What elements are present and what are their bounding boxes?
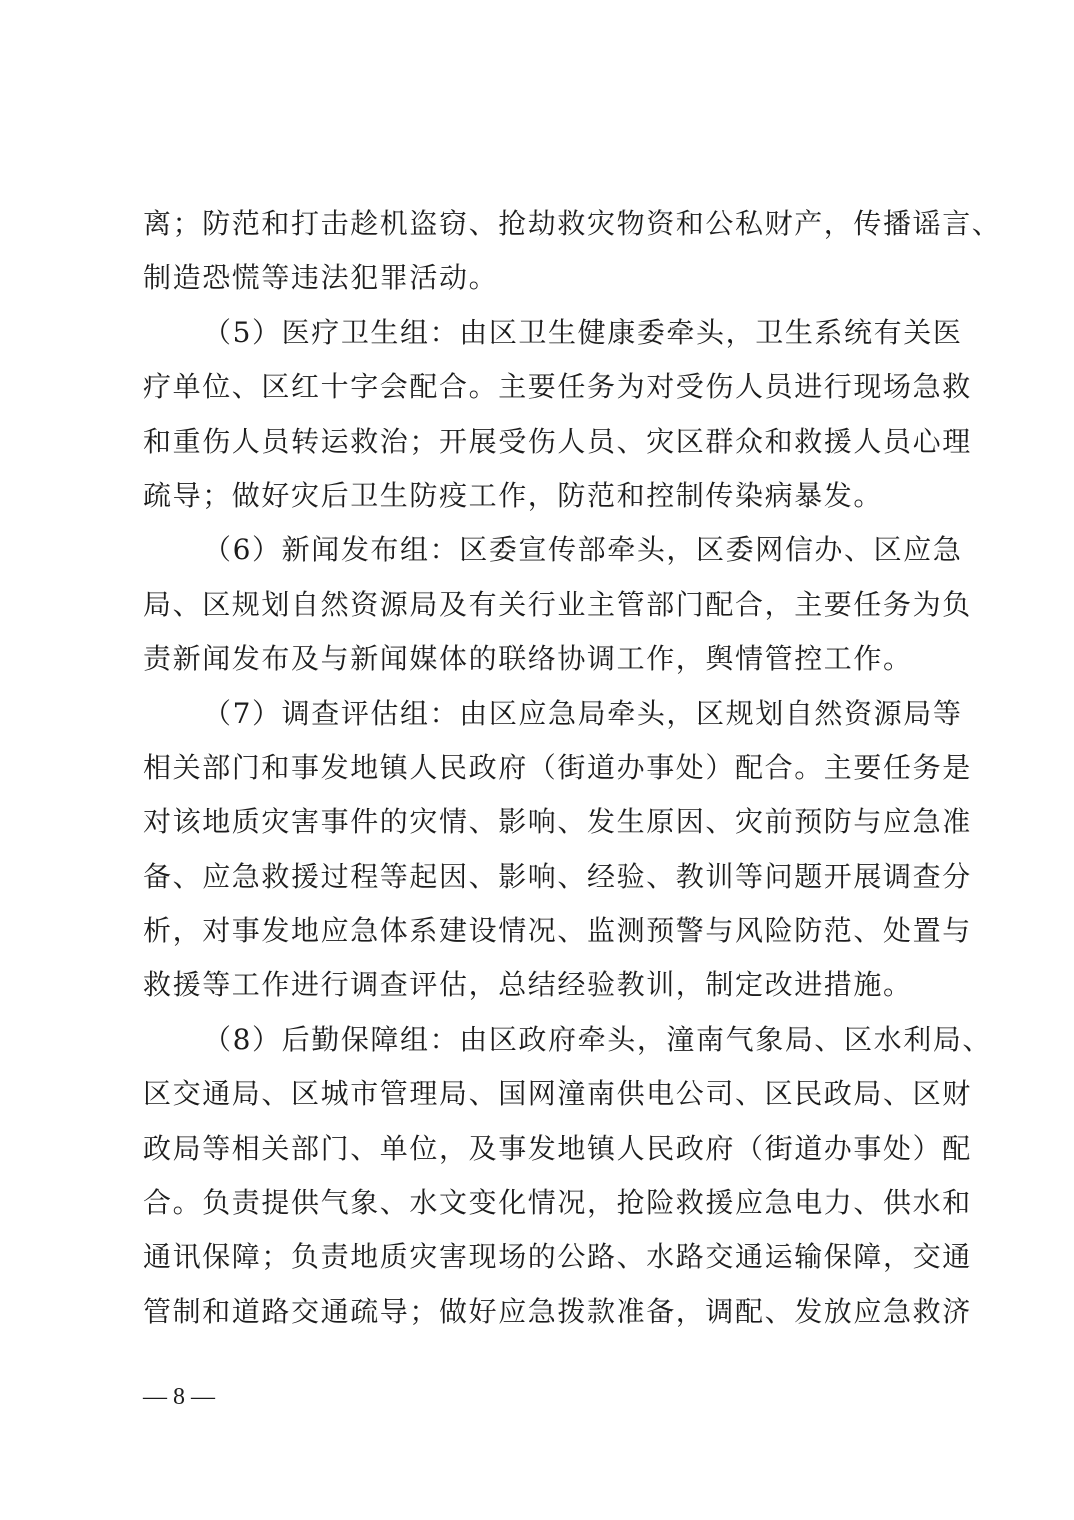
text-line-8: 局、区规划自然资源局及有关行业主管部门配合，主要任务为负 xyxy=(143,587,972,621)
text-line-18: 政局等相关部门、单位，及事发地镇人民政府（街道办事处）配 xyxy=(143,1131,972,1165)
body-text xyxy=(143,197,1002,1339)
text-line-19: 合。负责提供气象、水文变化情况，抢险救援应急电力、供水和 xyxy=(143,1186,972,1220)
text-line-2: 制造恐慌等违法犯罪活动。 xyxy=(143,261,499,295)
section-6-heading-line: （6）新闻发布组：区委宣传部牵头，区委网信办、区应急 xyxy=(203,533,963,567)
text-line-15: 救援等工作进行调查评估，总结经验教训，制定改进措施。 xyxy=(143,968,913,1002)
section-7-heading-line: （7）调查评估组：由区应急局牵头，区规划自然资源局等 xyxy=(203,696,963,730)
section-5-heading-line: （5）医疗卫生组：由区卫生健康委牵头，卫生系统有关医 xyxy=(203,315,963,349)
text-line-17: 区交通局、区城市管理局、国网潼南供电公司、区民政局、区财 xyxy=(143,1077,972,1111)
text-line-6: 疏导；做好灾后卫生防疫工作，防范和控制传染病暴发。 xyxy=(143,478,884,512)
text-line-12: 对该地质灾害事件的灾情、影响、发生原因、灾前预防与应急准 xyxy=(143,805,972,839)
text-line-11: 相关部门和事发地镇人民政府（街道办事处）配合。主要任务是 xyxy=(143,750,972,784)
text-line-21: 管制和道路交通疏导；做好应急拨款准备，调配、发放应急救济 xyxy=(143,1294,972,1328)
text-line-14: 析，对事发地应急体系建设情况、监测预警与风险防范、处置与 xyxy=(143,914,972,948)
page-number: — 8 — xyxy=(143,1384,215,1410)
section-8-heading-line: （8）后勤保障组：由区政府牵头，潼南气象局、区水利局、 xyxy=(203,1022,993,1056)
text-line-5: 和重伤人员转运救治；开展受伤人员、灾区群众和救援人员心理 xyxy=(143,424,972,458)
text-line-20: 通讯保障；负责地质灾害现场的公路、水路交通运输保障，交通 xyxy=(143,1240,972,1274)
text-line-1: 离；防范和打击趁机盗窃、抢劫救灾物资和公私财产，传播谣言、 xyxy=(143,207,1002,240)
text-line-4: 疗单位、区红十字会配合。主要任务为对受伤人员进行现场急救 xyxy=(143,370,972,404)
text-line-13: 备、应急救援过程等起因、影响、经验、教训等问题开展调查分 xyxy=(143,859,972,893)
text-line-9: 责新闻发布及与新闻媒体的联络协调工作，舆情管控工作。 xyxy=(143,642,913,676)
